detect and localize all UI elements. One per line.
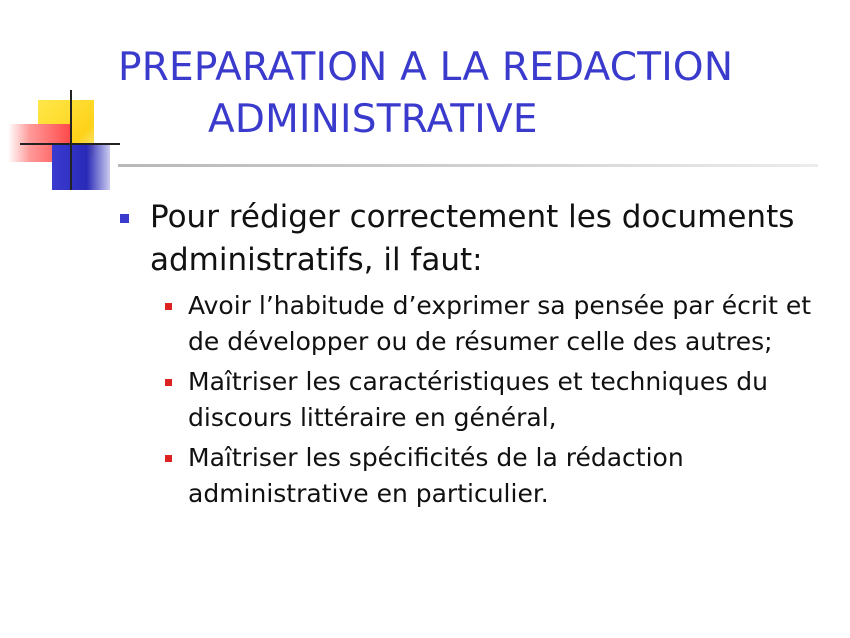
corner-ornament — [0, 0, 130, 200]
square-bullet-icon — [165, 379, 172, 386]
ornament-vertical-line — [70, 90, 72, 190]
square-bullet-icon — [165, 303, 172, 310]
square-bullet-icon — [165, 455, 172, 462]
sub-bullet-list — [118, 288, 818, 511]
sub-bullet-text: Maîtriser les spécificités de la rédaction administrative en particulier. — [188, 443, 684, 508]
ornament-horizontal-line — [20, 143, 120, 145]
slide-content — [118, 196, 818, 516]
slide-title-line2: ADMINISTRATIVE — [208, 97, 538, 142]
title-underline — [118, 164, 818, 167]
slide-title — [118, 42, 838, 146]
square-bullet-icon — [120, 214, 129, 223]
slide-title-line1: PREPARATION A LA REDACTION — [118, 45, 734, 90]
sub-bullet-point — [163, 364, 818, 435]
main-bullet-point — [118, 196, 818, 282]
ornament-blue-square — [52, 144, 110, 190]
sub-bullet-point — [163, 440, 818, 511]
sub-bullet-point — [163, 288, 818, 359]
sub-bullet-text: Maîtriser les caractéristiques et techniques du discours littéraire en général, — [188, 367, 768, 432]
main-bullet-text: Pour rédiger correctement les documents administratifs, il faut: — [150, 199, 795, 278]
sub-bullet-text: Avoir l’habitude d’exprimer sa pensée par écrit et de développer ou de résumer celle des autres; — [188, 291, 812, 356]
